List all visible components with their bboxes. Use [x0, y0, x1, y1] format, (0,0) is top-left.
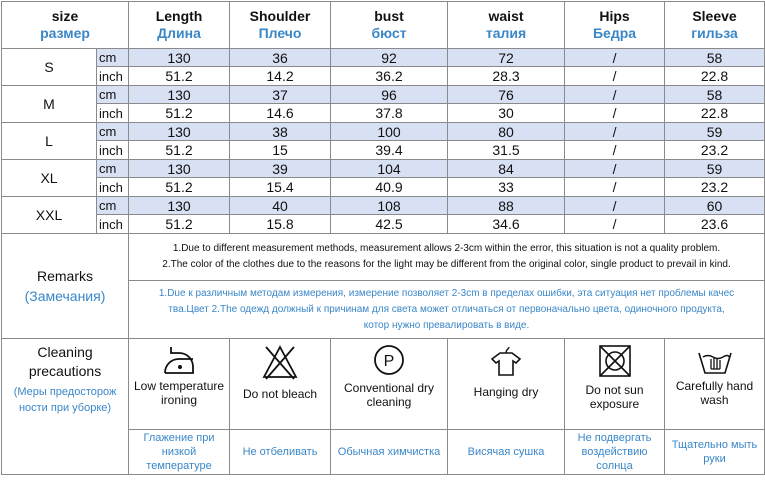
care-label-ru: Обычная химчистка — [331, 430, 448, 475]
cleaning-row-en — [2, 339, 765, 430]
remark-ru-line-3: котор нужно превалировать в виде. — [363, 319, 530, 331]
size-row-l-cm — [2, 123, 765, 141]
size-row-xl-cm — [2, 160, 765, 178]
cell-sleeve: 23.2 — [665, 178, 765, 197]
cell-waist: 72 — [448, 49, 565, 67]
remark-en-line-1: 1.Due to different measurement methods, measurement allows 2-3cm within the error, this situation is not a quality problem. — [172, 243, 721, 254]
size-row-xxl-cm — [2, 197, 765, 215]
cell-sleeve: 60 — [665, 197, 765, 215]
cell-sleeve: 59 — [665, 123, 765, 141]
svg-text:P: P — [383, 353, 395, 370]
unit-inch: inch — [97, 141, 129, 160]
cell-bust: 39.4 — [331, 141, 448, 160]
no-sun-icon — [597, 343, 633, 379]
size-label-xxl: XXL — [2, 197, 97, 234]
cleaning-title-ru: (Меры предосторож ности при уборке) — [13, 386, 117, 414]
no-bleach-icon — [260, 343, 300, 381]
header-hips — [565, 2, 665, 49]
unit-cm: cm — [97, 86, 129, 104]
cell-hips: / — [565, 215, 665, 234]
care-label-en: Low temperature ironing — [133, 379, 225, 407]
header-hips-ru: Бедра — [592, 25, 637, 41]
header-sleeve-en: Sleeve — [692, 8, 737, 24]
cell-waist: 31.5 — [448, 141, 565, 160]
header-size-en: size — [51, 8, 79, 24]
remarks-title-ru: (Замечания) — [24, 288, 106, 304]
cell-bust: 100 — [331, 123, 448, 141]
cell-length: 51.2 — [129, 215, 230, 234]
unit-cm: cm — [97, 160, 129, 178]
remarks-en — [129, 234, 765, 281]
care-label-ru: Глажение при низкой температуре — [129, 430, 230, 475]
header-sleeve — [665, 2, 765, 49]
cell-hips: / — [565, 49, 665, 67]
cell-sleeve: 22.8 — [665, 67, 765, 86]
header-shoulder — [230, 2, 331, 49]
hanging-dry-icon — [486, 343, 526, 377]
cell-shoulder: 37 — [230, 86, 331, 104]
cell-length: 130 — [129, 86, 230, 104]
care-item-dry-clean — [331, 339, 448, 430]
header-waist-ru: талия — [485, 25, 527, 41]
cell-length: 130 — [129, 197, 230, 215]
cell-hips: / — [565, 104, 665, 123]
size-chart-table — [1, 1, 765, 475]
care-label-en: Do not sun exposure — [585, 383, 644, 411]
cleaning-title-line-2: precautions — [28, 363, 102, 379]
cell-waist: 28.3 — [448, 67, 565, 86]
header-row — [2, 2, 765, 49]
cell-length: 130 — [129, 160, 230, 178]
unit-inch: inch — [97, 104, 129, 123]
cell-hips: / — [565, 123, 665, 141]
unit-cm: cm — [97, 123, 129, 141]
remarks-row-en — [2, 234, 765, 281]
cell-bust: 36.2 — [331, 67, 448, 86]
cell-sleeve: 58 — [665, 86, 765, 104]
cell-shoulder: 39 — [230, 160, 331, 178]
size-row-s-cm — [2, 49, 765, 67]
unit-inch: inch — [97, 215, 129, 234]
cell-length: 51.2 — [129, 141, 230, 160]
size-row-s-inch — [2, 67, 765, 86]
cell-waist: 33 — [448, 178, 565, 197]
header-length-ru: Длина — [157, 25, 201, 41]
care-label-ru: Тщательно мыть руки — [665, 430, 765, 475]
care-item-no-sun — [565, 339, 665, 430]
header-sleeve-ru: гильза — [691, 25, 738, 41]
cell-bust: 96 — [331, 86, 448, 104]
care-label-ru: Не подвергать воздействию солнца — [565, 430, 665, 475]
unit-inch: inch — [97, 67, 129, 86]
cell-hips: / — [565, 197, 665, 215]
header-size-ru: размер — [40, 25, 90, 41]
header-shoulder-ru: Плечо — [258, 25, 302, 41]
remarks-title: Remarks — [37, 268, 94, 284]
header-size — [2, 2, 129, 49]
cell-bust: 92 — [331, 49, 448, 67]
cell-hips: / — [565, 86, 665, 104]
care-label-en: Hanging dry — [473, 385, 539, 399]
iron-low-icon — [159, 343, 199, 379]
care-label-ru: Висячая сушка — [448, 430, 565, 475]
cell-shoulder: 36 — [230, 49, 331, 67]
cell-sleeve: 58 — [665, 49, 765, 67]
cell-shoulder: 38 — [230, 123, 331, 141]
header-waist — [448, 2, 565, 49]
cleaning-title-line-1: Cleaning — [37, 344, 93, 360]
size-label-l: L — [2, 123, 97, 160]
care-label-en: Do not bleach — [242, 387, 318, 401]
header-shoulder-en: Shoulder — [249, 8, 311, 24]
cell-sleeve: 59 — [665, 160, 765, 178]
cleaning-title-cell — [2, 339, 129, 475]
size-label-m: M — [2, 86, 97, 123]
cell-waist: 84 — [448, 160, 565, 178]
cell-sleeve: 22.8 — [665, 104, 765, 123]
unit-inch: inch — [97, 178, 129, 197]
size-row-l-inch — [2, 141, 765, 160]
cell-waist: 88 — [448, 197, 565, 215]
cell-bust: 104 — [331, 160, 448, 178]
cell-hips: / — [565, 67, 665, 86]
size-row-xl-inch — [2, 178, 765, 197]
header-bust-en: bust — [374, 8, 404, 24]
care-label-en: Conventional dry cleaning — [343, 381, 435, 409]
care-item-hand-wash — [665, 339, 765, 430]
cell-length: 130 — [129, 49, 230, 67]
size-label-s: S — [2, 49, 97, 86]
unit-cm: cm — [97, 197, 129, 215]
header-hips-en: Hips — [599, 8, 630, 24]
cell-shoulder: 14.2 — [230, 67, 331, 86]
care-item-no-bleach — [230, 339, 331, 430]
hand-wash-icon — [695, 343, 735, 377]
size-row-m-cm — [2, 86, 765, 104]
header-bust — [331, 2, 448, 49]
remark-ru-line-2: тва.Цвет 2.The одежд должный к причинам для света может отличаться от первоначально цвета, одиночного продукта, — [168, 303, 725, 315]
cell-sleeve: 23.2 — [665, 141, 765, 160]
size-row-m-inch — [2, 104, 765, 123]
cell-waist: 34.6 — [448, 215, 565, 234]
cell-length: 130 — [129, 123, 230, 141]
care-label-en: Carefully hand wash — [675, 379, 754, 407]
header-bust-ru: бюст — [371, 25, 407, 41]
cell-length: 51.2 — [129, 104, 230, 123]
remarks-title-cell — [2, 234, 129, 339]
cell-waist: 76 — [448, 86, 565, 104]
cell-hips: / — [565, 160, 665, 178]
cell-sleeve: 23.6 — [665, 215, 765, 234]
cell-length: 51.2 — [129, 178, 230, 197]
remark-ru-line-1: 1.Due к различным методам измерения, измерение позволяет 2-3cm в пределах ошибки, эта ситуация нет проблемы качес — [158, 287, 735, 299]
cell-bust: 37.8 — [331, 104, 448, 123]
cell-waist: 30 — [448, 104, 565, 123]
cell-bust: 40.9 — [331, 178, 448, 197]
header-length-en: Length — [155, 8, 203, 24]
care-label-ru: Не отбеливать — [230, 430, 331, 475]
remark-en-line-2: 2.The color of the clothes due to the reasons for the light may be different from the original color, single product to prevail in kind. — [162, 259, 731, 270]
cell-shoulder: 14.6 — [230, 104, 331, 123]
care-item-iron — [129, 339, 230, 430]
cell-hips: / — [565, 178, 665, 197]
header-waist-en: waist — [488, 8, 524, 24]
cell-hips: / — [565, 141, 665, 160]
cell-length: 51.2 — [129, 67, 230, 86]
cell-waist: 80 — [448, 123, 565, 141]
size-row-xxl-inch — [2, 215, 765, 234]
cell-shoulder: 40 — [230, 197, 331, 215]
header-length — [129, 2, 230, 49]
care-item-hanging-dry — [448, 339, 565, 430]
cell-shoulder: 15.8 — [230, 215, 331, 234]
cell-shoulder: 15 — [230, 141, 331, 160]
unit-cm: cm — [97, 49, 129, 67]
cell-shoulder: 15.4 — [230, 178, 331, 197]
cell-bust: 108 — [331, 197, 448, 215]
cell-bust: 42.5 — [331, 215, 448, 234]
remarks-ru — [129, 281, 765, 339]
size-label-xl: XL — [2, 160, 97, 197]
dry-clean-p-icon — [372, 343, 406, 377]
